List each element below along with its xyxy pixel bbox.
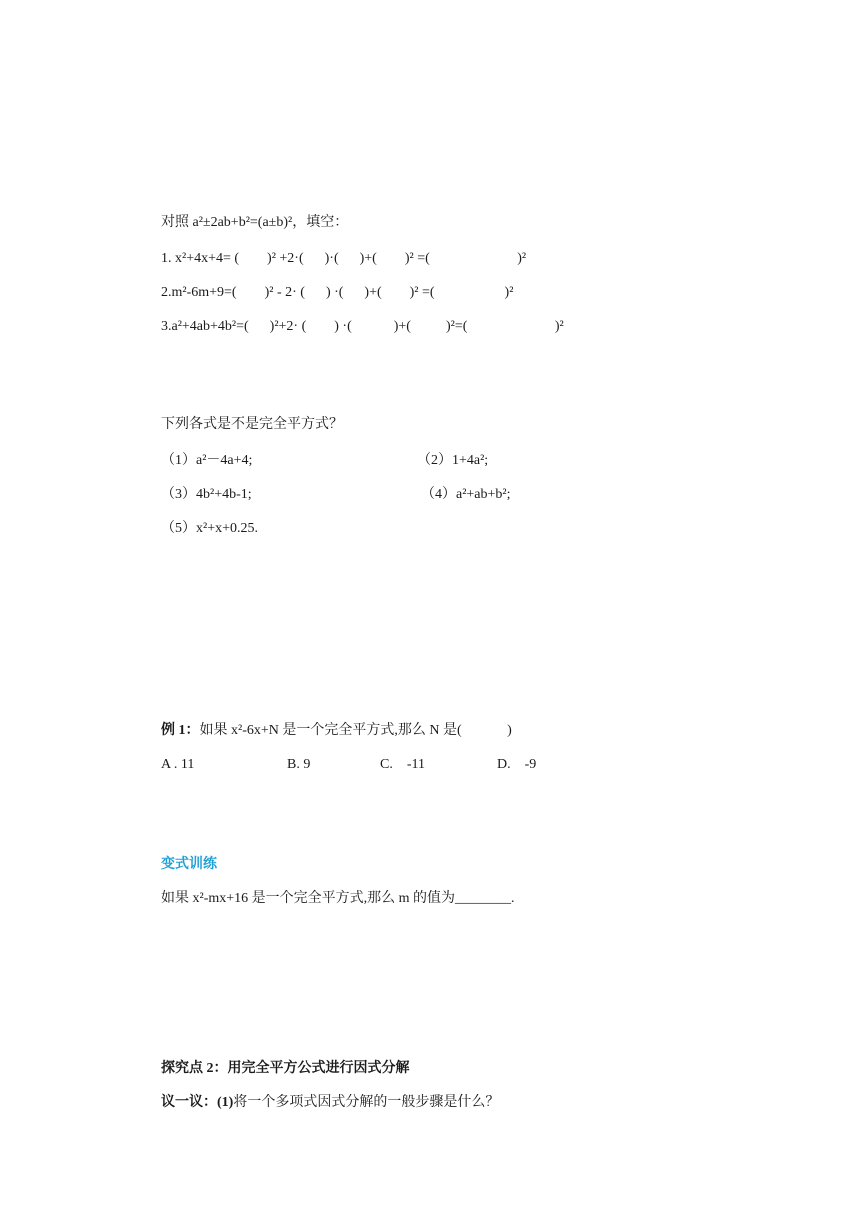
- fill-question-2: 2.m²-6m+9=( )² - 2· ( ) ·( )+( )² =( )²: [161, 285, 514, 300]
- variant-heading: 变式训练: [161, 857, 217, 872]
- list-item: （2）1+4a²;: [417, 453, 489, 468]
- option-c: C. -11: [380, 757, 425, 772]
- fill-question-1: 1. x²+4x+4= ( )² +2·( )·( )+( )² =( )²: [161, 251, 527, 266]
- discuss-label: 议一议：(1): [161, 1095, 234, 1110]
- explore-heading: 探究点 2：用完全平方公式进行因式分解: [161, 1061, 410, 1076]
- example-1: [161, 722, 512, 740]
- fill-question-3: 3.a²+4ab+4b²=( )²+2· ( ) ·( )+( )²=( )²: [161, 319, 564, 334]
- example-label: 例 1：: [161, 723, 200, 738]
- list-item: （4）a²+ab+b²;: [421, 487, 511, 502]
- discuss-text: 将一个多项式因式分解的一般步骤是什么？: [233, 1095, 500, 1110]
- list-item: （3）4b²+4b-1;: [161, 487, 252, 502]
- option-d: D. -9: [497, 757, 537, 772]
- discuss-question: [161, 1094, 499, 1112]
- option-b: B. 9: [287, 757, 311, 772]
- option-a: A . 11: [161, 757, 195, 772]
- example-question: 如果 x²-6x+N 是一个完全平方式,那么 N 是( ): [199, 723, 512, 738]
- list-item: （1）a²－4a+4;: [161, 453, 253, 468]
- list-item: （5）x²+x+0.25.: [161, 521, 258, 536]
- formula-intro: 对照 a²±2ab+b²=(a±b)²，填空：: [161, 215, 349, 230]
- perfect-square-question-title: 下列各式是不是完全平方式？: [161, 417, 343, 432]
- variant-question: 如果 x²-mx+16 是一个完全平方式,那么 m 的值为________.: [161, 891, 515, 906]
